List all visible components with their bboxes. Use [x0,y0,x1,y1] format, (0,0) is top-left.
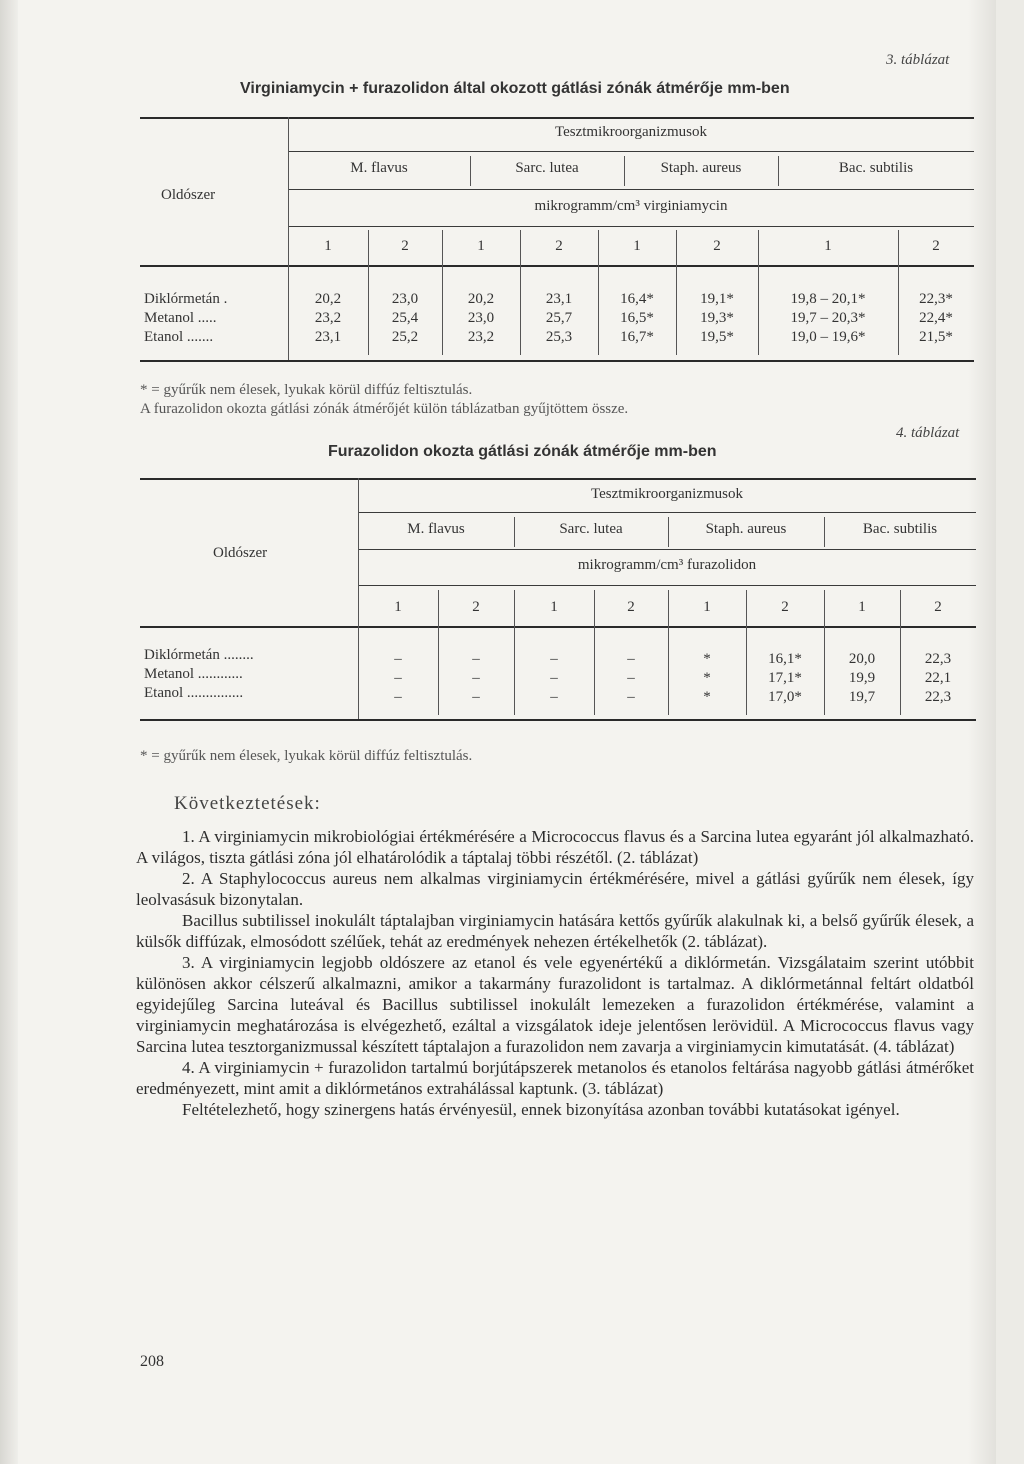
page-number: 208 [140,1353,164,1370]
table3-cell: 23,2 [467,329,495,345]
table4-cell: – [472,670,480,686]
table4-cell: * [703,651,711,667]
table3-organism-4: Bac. subtilis [838,160,914,176]
table3-cell: 20,2 [467,291,495,307]
table3-row-label: Diklórmetán . [144,291,228,307]
table3-group-header: Tesztmikroorganizmusok [555,124,707,140]
table4-row-label: Diklórmetán ........ [144,647,254,663]
table4-cell: – [472,689,480,705]
conclusions-body [136,826,974,1120]
table4-cell: 22,3 [924,651,952,667]
table4-title: Furazolidon okozta gátlási zónák átmérője mm-ben [328,443,717,460]
table4-row-label: Metanol ............ [144,666,243,682]
table4-column [594,650,668,707]
table4-organism-3: Staph. aureus [705,521,787,537]
table3-cell: 19,8 – 20,1* [790,291,866,307]
table4-cell: – [550,670,558,686]
table3-cell: 25,3 [545,329,573,345]
table3-cell: 16,5* [620,310,654,326]
table4-subcol-3: 1 [550,599,558,615]
table4-cell: – [394,651,402,667]
conclusion-paragraph: 1. A virginiamycin mikrobiológiai értékmérésére a Micrococcus flavus és a Sarcina lutea egyaránt jól alkalmazható. A világos, tiszta gátlási zóna jól elhatárolódik a táptalaj többi részétől. (2. táblázat) [136,827,974,867]
table4-subcol-1: 1 [394,599,402,615]
table3-footnote: * = gyűrűk nem élesek, lyukak körül diffúz feltisztulás. [140,382,473,398]
table4-column [746,650,824,707]
table4-row-labels [144,646,354,703]
table4-cell: 19,9 [848,670,876,686]
page-binding-shadow [0,0,18,1464]
table4-cell: 16,1* [768,651,802,667]
table3-organism-2: Sarc. lutea [515,160,579,176]
conclusions-heading: Következtetések: [174,793,321,814]
table3-unit-header: mikrogramm/cm³ virginiamycin [534,198,728,214]
document-page [18,0,996,1464]
table4-cell: 17,0* [768,689,802,705]
table4-subcol-6: 2 [781,599,789,615]
table4-cell: – [394,689,402,705]
table3-cell: 19,7 – 20,3* [790,310,866,326]
table3-subcol-4: 2 [555,238,563,254]
table3-cell: 23,1 [545,291,573,307]
table3-subcol-6: 2 [713,238,721,254]
table3-organism-1: M. flavus [350,160,408,176]
table4-cell: – [627,689,635,705]
table4 [18,0,996,740]
table3-cell: 19,1* [700,291,734,307]
table4-cell: 22,3 [924,689,952,705]
table3-cell: 22,4* [919,310,953,326]
table3-cell: 25,4 [391,310,419,326]
table3-subcol-2: 2 [401,238,409,254]
table3-row-label: Metanol ..... [144,310,217,326]
table3-cell: 16,4* [620,291,654,307]
table4-row-label: Etanol ............... [144,685,244,701]
table3-cell: 23,1 [314,329,342,345]
table4-cell: * [703,670,711,686]
table4-cell: – [394,670,402,686]
table3-organism-3: Staph. aureus [660,160,742,176]
conclusion-paragraph: 4. A virginiamycin + furazolidon tartalmú borjútápszerek metanolos és etanolos feltárása nagyobb gátlási átmérőket eredményezett, mint amit a diklórmetános extrahálással kaptunk. (3. táblázat) [136,1058,974,1098]
table3-cell: 25,7 [545,310,573,326]
table3-cell: 22,3* [919,291,953,307]
conclusion-paragraph: Bacillus subtilissel inokulált táptalajban virginiamycin hatására kettős gyűrűk alakulnak ki, a belső gyűrűk élesek, a külsők diffúzak, elmosódott szélűek, tehát az eredmények nehezen értékelhetők (2. táblázat). [136,911,974,951]
table3-label: 3. táblázat [886,52,950,68]
table3-cell: 21,5* [919,329,953,345]
table3-solvent-header: Oldószer [161,187,216,203]
table4-cell: – [627,651,635,667]
table4-group-header: Tesztmikroorganizmusok [591,486,743,502]
table4-cell: – [472,651,480,667]
table3-subcol-3: 1 [477,238,485,254]
table4-organism-2: Sarc. lutea [559,521,623,537]
table4-footnote: * = gyűrűk nem élesek, lyukak körül diffúz feltisztulás. [140,748,473,764]
conclusion-paragraph: 3. A virginiamycin legjobb oldószere az etanol és vele egyenértékű a diklórmetán. Vizsgálataim szerint utóbbit különösen akkor célszerű alkalmazni, amikor a takarmány furazolidont is tartalmaz. A diklórmetánnal feltárt oldatból egyidejűleg Sarcina luteával és Bacillus subtilissel inokulált lemezeken a furazolidon értékmérése, valamint a virginiamycin meghatározása is elvégezhető, ezáltal a vizsgálatok ideje jelentősen lerövidül. A Micrococcus flavus vagy Sarcina lutea tesztorganizmussal készített táptalajon a furazolidon nem zavarja a virginiamycin kimutatását. (4. táblázat) [136,953,974,1056]
table3-cell: 19,0 – 19,6* [790,329,866,345]
table4-subcol-7: 1 [858,599,866,615]
table4-column [824,650,900,707]
table4-subcol-2: 2 [472,599,480,615]
table4-column [514,650,594,707]
table3-cell: 23,0 [467,310,495,326]
table3-cell: 19,3* [700,310,734,326]
table4-unit-header: mikrogramm/cm³ furazolidon [577,557,757,573]
table4-cell: * [703,689,711,705]
table4-cell: 19,7 [848,689,876,705]
table4-column [668,650,746,707]
table3-cell: 19,5* [700,329,734,345]
conclusion-paragraph: 2. A Staphylococcus aureus nem alkalmas virginiamycin értékmérésére, mivel a gátlási gyűrűk nem élesek, így leolvasásuk bizonytalan. [136,869,974,909]
table4-cell: 22,1 [924,670,952,686]
table4-organism-1: M. flavus [407,521,465,537]
table3-subcol-1: 1 [324,238,332,254]
table3-cell: 25,2 [391,329,419,345]
table4-cell: 20,0 [848,651,876,667]
table4-cell: – [627,670,635,686]
table4-column [358,650,438,707]
conclusion-paragraph: Feltételezhető, hogy szinergens hatás érvényesül, ennek bizonyítása azonban további kutatásokat igényel. [182,1100,900,1119]
table4-label: 4. táblázat [896,425,960,441]
table4-subcol-8: 2 [934,599,942,615]
table4-column [438,650,514,707]
table3-cell: 20,2 [314,291,342,307]
table4-subcol-4: 2 [627,599,635,615]
table4-intro: A furazolidon okozta gátlási zónák átmérőjét külön táblázatban gyűjtöttem össze. [140,401,629,417]
table4-cell: – [550,651,558,667]
table3-subcol-5: 1 [633,238,641,254]
table4-solvent-header: Oldószer [213,545,268,561]
table3-cell: 16,7* [620,329,654,345]
table3-row-label: Etanol ....... [144,329,214,345]
table3-title: Virginiamycin + furazolidon által okozott gátlási zónák átmérője mm-ben [240,80,790,97]
table4-column [900,650,976,707]
table3-subcol-7: 1 [824,238,832,254]
table4-cell: – [550,689,558,705]
table4-subcol-5: 1 [703,599,711,615]
table3-subcol-8: 2 [932,238,940,254]
table4-organism-4: Bac. subtilis [862,521,938,537]
table4-cell: 17,1* [768,670,802,686]
table3-cell: 23,2 [314,310,342,326]
table3-cell: 23,0 [391,291,419,307]
